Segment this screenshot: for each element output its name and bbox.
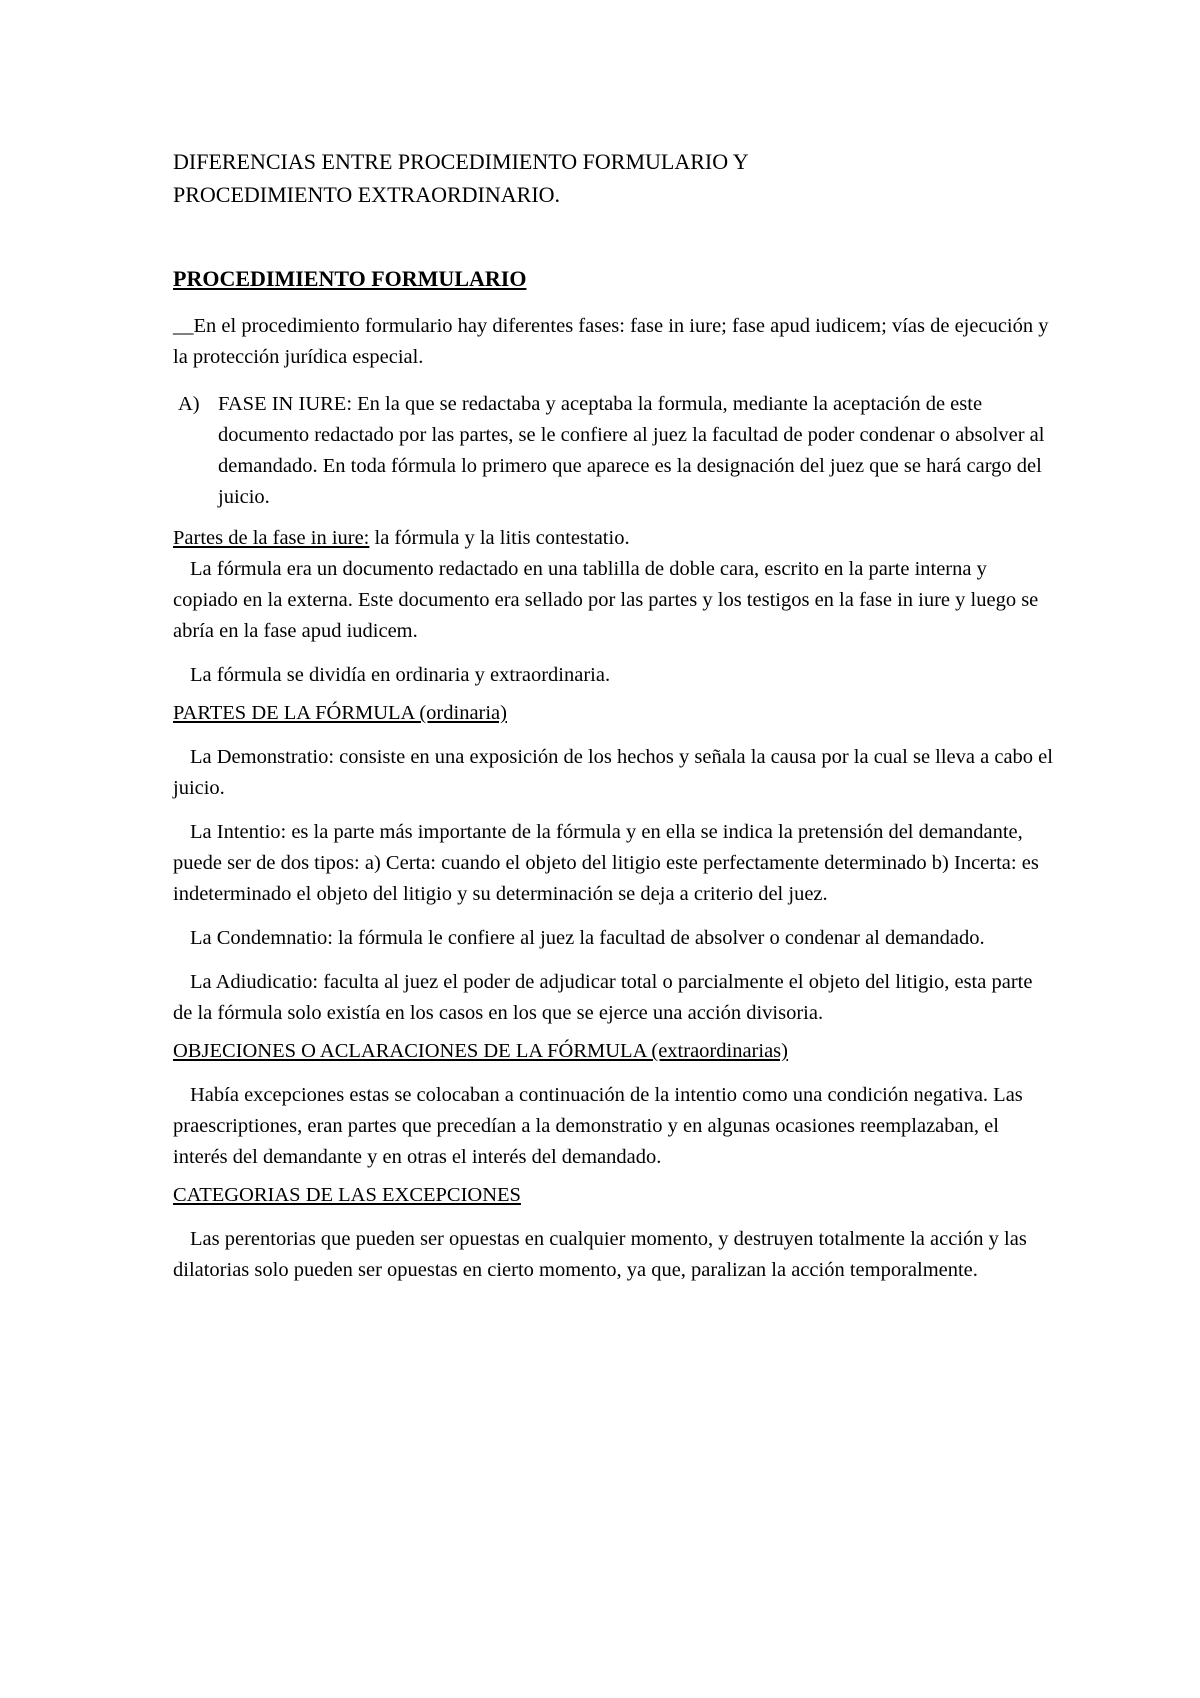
partes-formula-heading: PARTES DE LA FÓRMULA (ordinaria) [173,702,507,724]
partes-fase-text: la fórmula y la litis contestatio. [369,527,630,549]
intro-paragraph: __En el procedimiento formulario hay diferentes fases: fase in iure; fase apud iudicem; vías de ejecución y la protección jurídica especial. [173,315,1049,368]
categorias-heading: CATEGORIAS DE LAS EXCEPCIONES [173,1184,521,1206]
intentio-paragraph: La Intentio: es la parte más importante de la fórmula y en ella se indica la pretensión del demandante, puede ser de dos tipos: a) Certa: cuando el objeto del litigio este perfectamente determinado b) Incerta: es indeterminado el objeto del litigio y su determinación se deja a criterio del juez. [173,821,1039,905]
adiudicatio-paragraph: La Adiudicatio: faculta al juez el poder de adjudicar total o parcialmente el objeto del litigio, esta parte de la fórmula solo existía en los casos en los que se ejerce una acción divisoria. [173,971,1033,1024]
formula-division-paragraph: La fórmula se dividía en ordinaria y extraordinaria. [190,664,611,686]
partes-fase-label: Partes de la fase in iure: [173,527,370,549]
formula-description-paragraph: La fórmula era un documento redactado en una tablilla de doble cara, escrito en la parte interna y copiado en la externa. Este documento era sellado por las partes y los testigos en la fase in iure y luego se abría en la fase apud iudicem. [173,558,1039,642]
list-item-fase-in-iure [173,389,1053,513]
section-heading-procedimiento-formulario: PROCEDIMIENTO FORMULARIO [173,266,527,291]
document-title-line-1: DIFERENCIAS ENTRE PROCEDIMIENTO FORMULARIO Y [173,149,749,174]
partes-fase-paragraph [173,523,1053,554]
document-body [173,145,1053,1286]
document-title-line-2: PROCEDIMIENTO EXTRAORDINARIO. [173,182,561,207]
demonstratio-paragraph: La Demonstratio: consiste en una exposición de los hechos y señala la causa por la cual se lleva a cabo el juicio. [173,746,1053,799]
list-item-text: FASE IN IURE: En la que se redactaba y aceptaba la formula, mediante la aceptación de este documento redactado por las partes, se le confiere al juez la facultad de poder condenar o absolver al demandado. En toda fórmula lo primero que aparece es la designación del juez que se hará cargo del juicio. [218,393,1045,508]
objeciones-paragraph: Había excepciones estas se colocaban a continuación de la intentio como una condición negativa. Las praescriptiones, eran partes que precedían a la demonstratio y en algunas ocasiones reemplazaban, el interés del demandante y en otras el interés del demandado. [173,1084,1023,1168]
list-marker: A) [178,393,200,415]
condemnatio-paragraph: La Condemnatio: la fórmula le confiere al juez la facultad de absolver o condenar al demandado. [190,927,985,949]
partes-fase-block [173,523,1053,647]
document-title [173,145,1053,211]
categorias-paragraph: Las perentorias que pueden ser opuestas en cualquier momento, y destruyen totalmente la acción y las dilatorias solo pueden ser opuestas en cierto momento, ya que, paralizan la acción temporalmente. [173,1228,1027,1281]
objeciones-heading: OBJECIONES O ACLARACIONES DE LA FÓRMULA (extraordinarias) [173,1040,788,1062]
